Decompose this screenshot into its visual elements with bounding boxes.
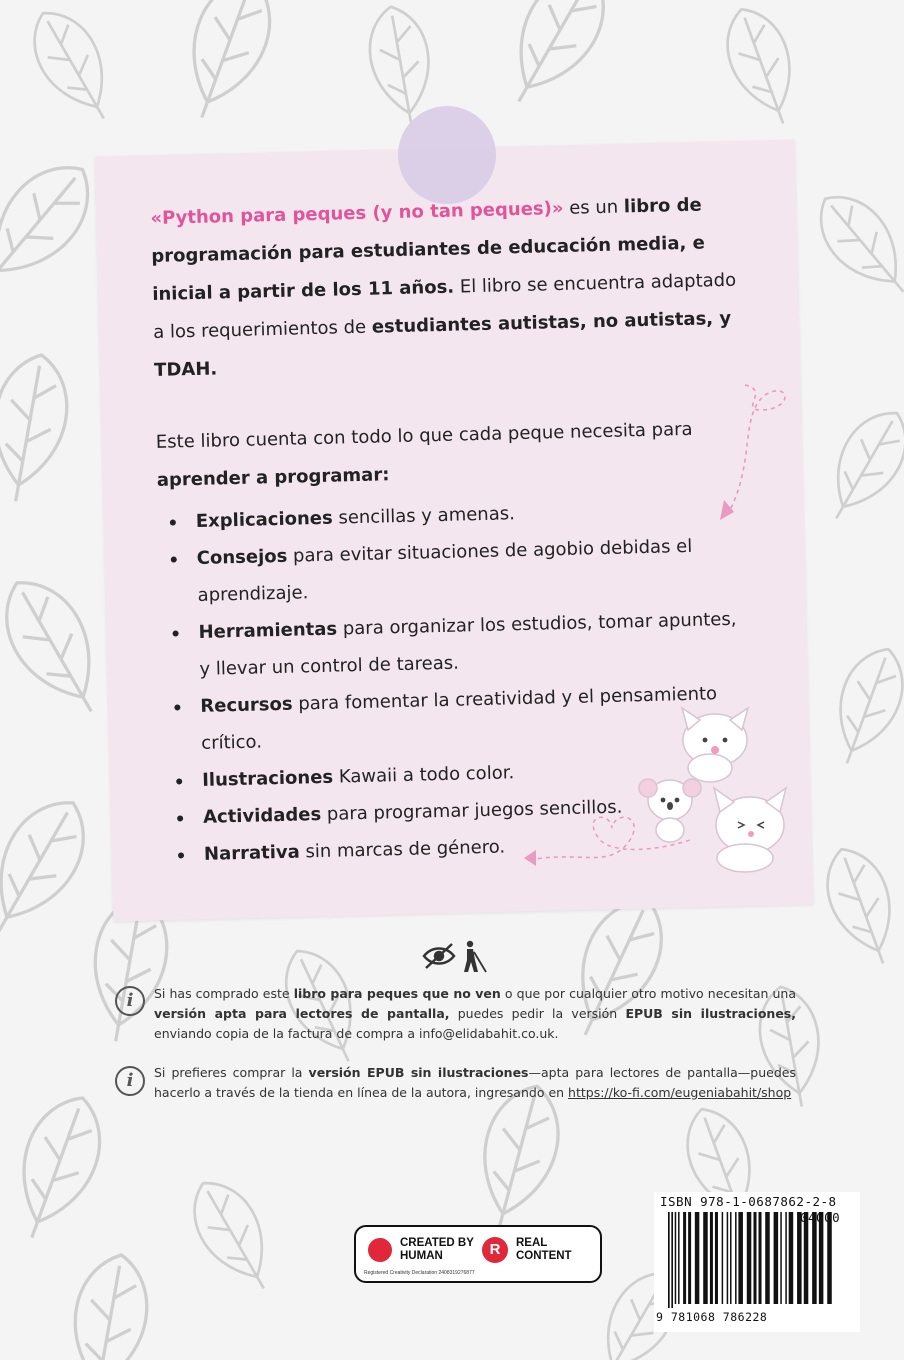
leaf-outline-icon — [169, 0, 286, 130]
barcode-bar — [730, 1212, 732, 1304]
barcode-bar — [703, 1212, 708, 1304]
real-content-label: REAL CONTENT — [516, 1237, 572, 1262]
barcode-bar — [780, 1212, 782, 1304]
leaf-outline-icon — [178, 1169, 288, 1303]
barcode-bar — [678, 1212, 680, 1304]
real-content-logo-icon: R — [482, 1237, 508, 1263]
text-run: es un — [563, 196, 625, 219]
text-run: libro de programación para estudiantes de educación media, e inicial a partir de los 11 años. — [151, 194, 706, 305]
feature-item: Explicaciones sencillas y amenas. — [157, 489, 748, 540]
dashed-arrow-loop-icon — [700, 380, 800, 530]
feature-item: Narrativa sin marcas de género. — [166, 822, 757, 873]
blind-person-cane-icon — [464, 941, 486, 972]
barcode-bar — [668, 1212, 670, 1308]
barcode-bar — [675, 1212, 677, 1304]
text-run: —apta para lectores de pantalla—puedes hacerlo a través de la tienda en línea de la autora, ingresando en — [154, 1065, 796, 1100]
text-run: aprender a programar: — [156, 464, 390, 491]
leaf-outline-icon — [18, 0, 128, 133]
barcode-bar — [827, 1212, 832, 1304]
declaration-text: Registered Creativity Declaration 2408319276877 — [364, 1270, 475, 1276]
text-run: enviando copia de la factura de compra a info@elidabahit.co.uk. — [154, 1026, 559, 1041]
epub-purchase-note — [154, 1063, 796, 1103]
leaf-outline-icon — [815, 839, 904, 973]
leaf-outline-icon — [488, 0, 623, 119]
text-run: libro para peques que no ven — [293, 986, 501, 1001]
barcode-bar — [797, 1212, 802, 1304]
barcode-bar — [765, 1212, 770, 1304]
barcode-bar — [722, 1212, 724, 1304]
eye-slash-icon — [424, 944, 454, 968]
leaf-outline-icon — [0, 1086, 116, 1250]
text-run: «Python para peques (y no tan peques)» — [150, 197, 564, 229]
barcode-bar — [671, 1212, 673, 1308]
text-run: El libro se encuentra adaptado a los requerimientos de — [152, 269, 737, 343]
leaf-outline-icon — [61, 1249, 156, 1360]
feature-item: Consejos para evitar situaciones de agobio debidas el aprendizaje. — [158, 526, 750, 614]
leaf-outline-icon — [820, 639, 904, 773]
leaf-outline-icon — [811, 399, 904, 533]
created-by-human-label: CREATED BY HUMAN — [400, 1237, 474, 1262]
barcode-bar — [727, 1212, 729, 1304]
isbn-text: ISBN 978-1-0687862-2-8 — [660, 1194, 837, 1209]
card-pin-circle — [398, 106, 496, 204]
intro-paragraph — [150, 186, 744, 390]
barcode-bar — [688, 1212, 691, 1304]
barcode-bar — [812, 1212, 817, 1304]
leaf-outline-icon — [0, 147, 109, 306]
created-by-human-badge — [354, 1225, 602, 1283]
text-run: versión apta para lectores de pantalla, — [154, 1006, 450, 1021]
leaf-outline-icon — [715, 0, 811, 133]
text-run: puedes pedir la versión — [449, 1006, 626, 1021]
barcode-bar — [683, 1212, 686, 1304]
barcode-bar — [710, 1212, 713, 1304]
text-run: Este libro cuenta con todo lo que cada peque necesita para — [155, 418, 693, 453]
feature-item: Herramientas para organizar los estudios, tomar apuntes, y llevar un control de tareas. — [160, 600, 752, 688]
text-run: o que por cualquier otro motivo necesitan una — [500, 986, 797, 1001]
barcode-bar — [735, 1212, 737, 1304]
info-icon: i — [115, 1066, 145, 1096]
ean-digits: 9 781068 786228 — [656, 1310, 768, 1324]
leaf-outline-icon — [0, 785, 103, 949]
barcode-bar — [759, 1212, 762, 1304]
kawaii-animals-illustration — [520, 700, 810, 880]
barcode-bar — [695, 1212, 700, 1304]
leaf-outline-icon — [803, 180, 904, 310]
accessibility-icons — [420, 938, 488, 974]
barcode-bar — [715, 1212, 718, 1304]
lead-paragraph — [155, 410, 747, 500]
barcode-bar — [789, 1212, 794, 1304]
barcode-bar — [819, 1212, 824, 1304]
barcode-bar — [753, 1212, 756, 1304]
text-run: estudiantes autistas, no autistas, y TDAH. — [153, 307, 732, 381]
barcode-bar — [804, 1212, 809, 1304]
accessible-version-note — [154, 984, 796, 1044]
leaf-outline-icon — [0, 349, 76, 507]
barcode-bar — [747, 1212, 752, 1304]
barcode-bars — [668, 1212, 844, 1308]
text-run[interactable]: https://ko-fi.com/eugeniabahit/shop — [568, 1085, 792, 1100]
barcode-bar — [738, 1212, 743, 1304]
text-run: versión EPUB sin ilustraciones — [308, 1065, 529, 1080]
feature-item: Actividades para programar juegos sencillos. — [165, 785, 756, 836]
info-icon: i — [115, 986, 145, 1016]
brain-icon — [368, 1238, 392, 1262]
barcode-bar — [785, 1212, 787, 1304]
leaf-outline-icon — [0, 565, 122, 729]
barcode-bar — [774, 1212, 779, 1304]
isbn-barcode — [654, 1192, 860, 1332]
text-run: Si prefieres comprar la — [154, 1065, 309, 1080]
feature-item: Ilustraciones Kawaii a todo color. — [164, 748, 755, 799]
price-code: 04000 — [800, 1210, 841, 1225]
text-run: Si has comprado este — [154, 986, 294, 1001]
text-run: EPUB sin ilustraciones, — [625, 1006, 796, 1021]
feature-item: Recursos para fomentar la creatividad y el pensamiento crítico. — [162, 674, 754, 762]
